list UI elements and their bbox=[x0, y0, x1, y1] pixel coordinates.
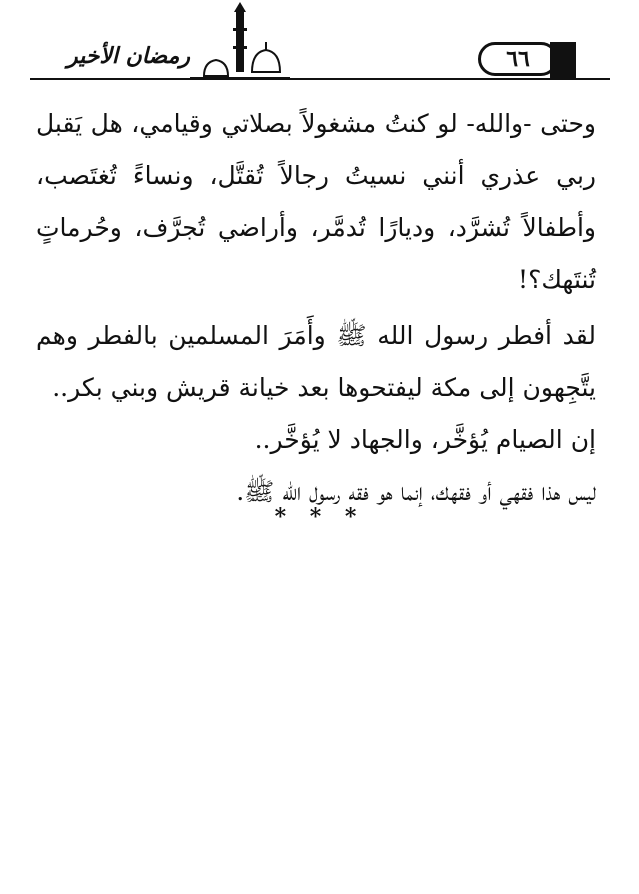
paragraph-1: وحتى -والله- لو كنتُ مشغولاً بصلاتي وقيامي، هل يَقبل ربي عذري أنني نسيتُ رجالاً تُقتَّل، ونساءً تُغتَصب، وأطفالاً تُشرَّد، وديارًا تُدمَّر، وأراضي تُجرَّف، وحُرماتٍ تُنتَهك؟! bbox=[36, 109, 596, 294]
mosque-icon bbox=[190, 2, 290, 82]
header-divider bbox=[30, 78, 610, 80]
page-header bbox=[30, 0, 610, 90]
page-number-tab bbox=[550, 42, 576, 80]
page-number-badge bbox=[478, 42, 578, 78]
page-number: ٦٦ bbox=[478, 42, 558, 76]
book-title: رمضان الأخير bbox=[66, 43, 190, 69]
paragraph-4: ليس هذا فقهي أو فقهك، إنما هو فقه رسول الله ﷺ. bbox=[236, 477, 596, 506]
section-separator: * * * bbox=[274, 504, 365, 530]
page-body bbox=[36, 98, 596, 518]
paragraph-3: إن الصيام يُؤخَّر، والجهاد لا يُؤخَّر.. bbox=[254, 425, 596, 454]
paragraph-2: لقد أفطر رسول الله ﷺ وأَمَرَ المسلمين بالفطر وهم يتَّجِهون إلى مكة ليفتحوها بعد خيانة قريش وبني بكر.. bbox=[36, 321, 596, 402]
